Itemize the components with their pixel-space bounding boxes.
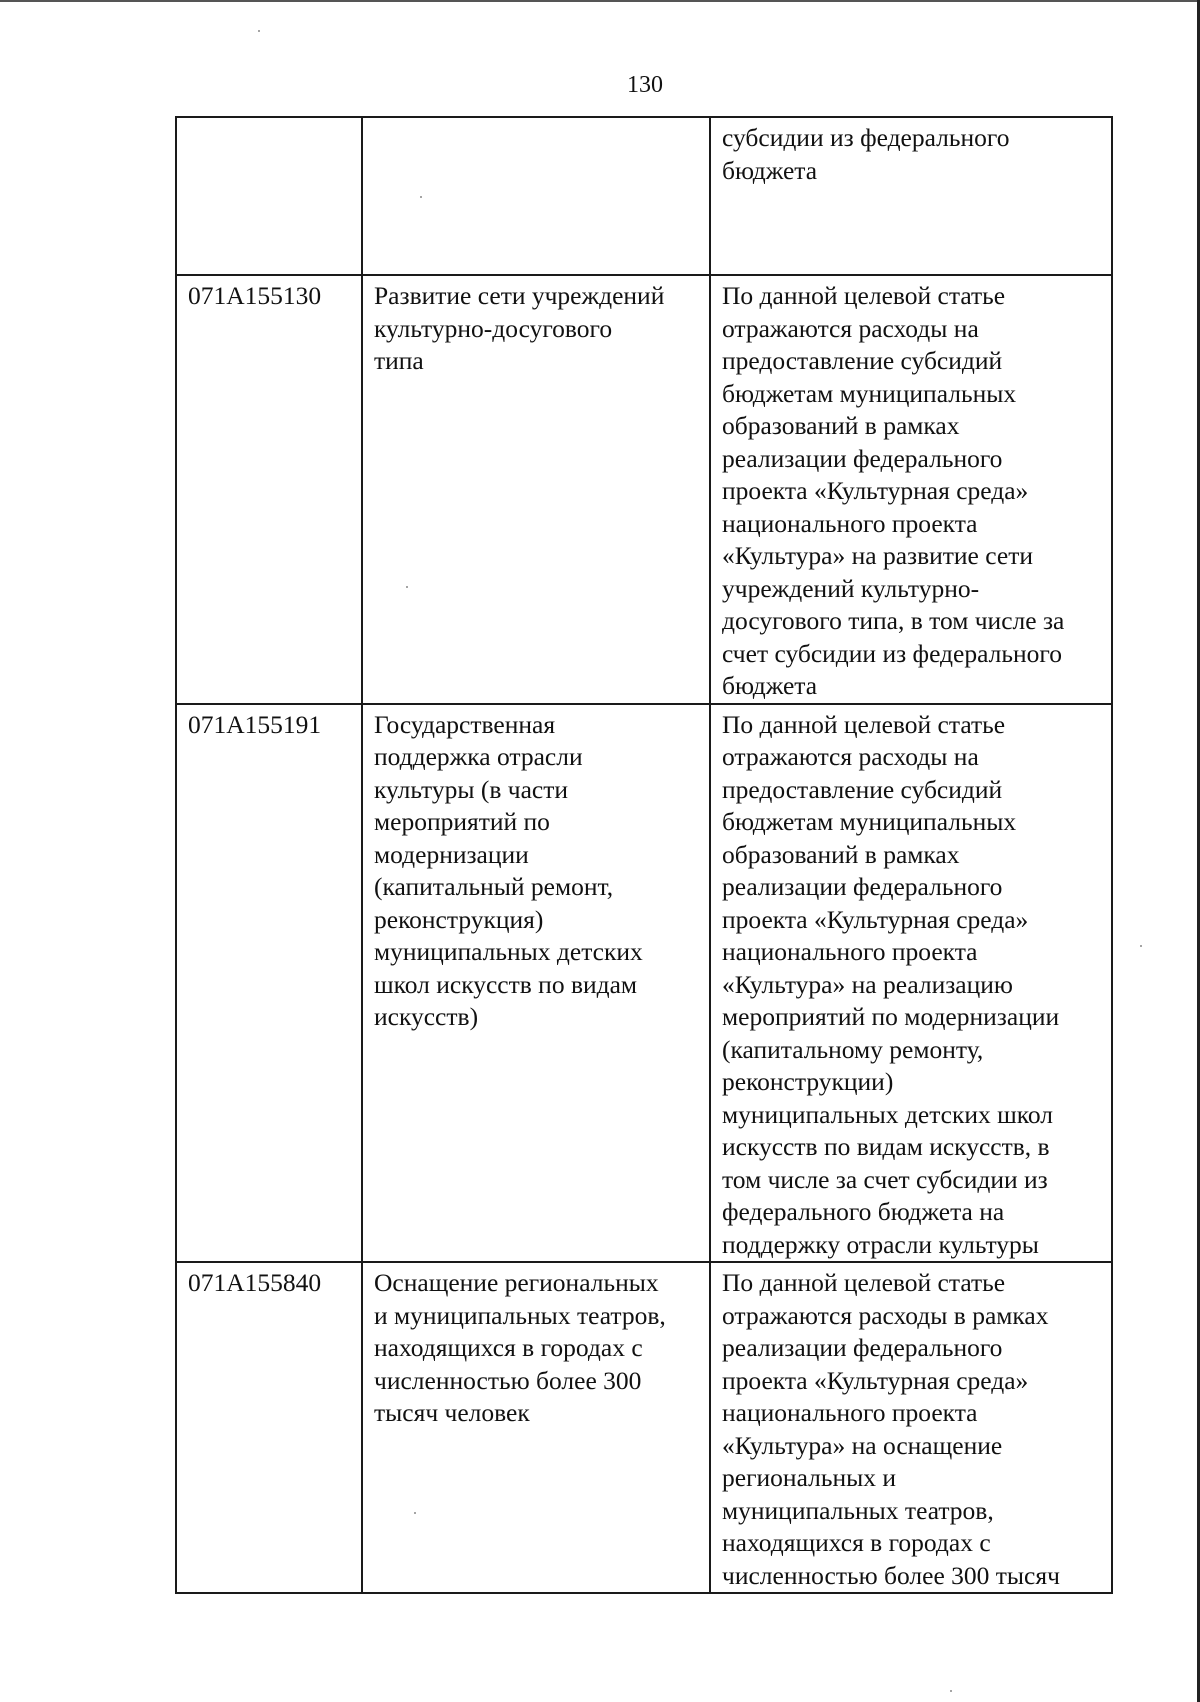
description-cell: субсидии из федерального бюджета — [710, 117, 1112, 275]
target-name-cell — [362, 117, 710, 275]
target-code-cell: 071A155191 — [176, 704, 362, 1263]
description-cell: По данной целевой статье отражаются расходы на предоставление субсидий бюджетам муниципальных образований в рамках реализации федерального проекта «Культурная среда» национального проекта «Культура» на развитие сети учреждений культурно- досугового типа, в том числе за счет субсидии из федерального бюджета — [710, 275, 1112, 704]
target-name-cell: Государственная поддержка отрасли культуры (в части мероприятий по модернизации (капитальный ремонт, реконструкция) муниципальных детских школ искусств по видам искусств) — [362, 704, 710, 1263]
description-cell: По данной целевой статье отражаются расходы на предоставление субсидий бюджетам муниципальных образований в рамках реализации федерального проекта «Культурная среда» национального проекта «Культура» на реализацию мероприятий по модернизации (капитальному ремонту, реконструкции) муниципальных детских школ искусств по видам искусств, в том числе за счет субсидии из федерального бюджета на поддержку отрасли культуры — [710, 704, 1112, 1263]
target-name-cell: Развитие сети учреждений культурно-досугового типа — [362, 275, 710, 704]
target-code-cell: 071A155130 — [176, 275, 362, 704]
scan-speck — [950, 1690, 952, 1692]
scan-speck — [420, 196, 422, 198]
target-code-cell — [176, 117, 362, 275]
table-row — [176, 117, 1112, 275]
scan-speck — [406, 586, 408, 588]
scan-speck — [258, 30, 260, 32]
scan-edge-top — [0, 0, 1200, 2]
scan-speck — [414, 1512, 416, 1514]
description-cell: По данной целевой статье отражаются расходы в рамках реализации федерального проекта «Культурная среда» национального проекта «Культура» на оснащение региональных и муниципальных театров, находящихся в городах с численностью более 300 тысяч — [710, 1262, 1112, 1593]
target-code-cell: 071A155840 — [176, 1262, 362, 1593]
table-row — [176, 1262, 1112, 1593]
page-number: 130 — [627, 72, 663, 98]
scan-speck — [1140, 945, 1142, 947]
target-name-cell: Оснащение региональных и муниципальных театров, находящихся в городах с численностью более 300 тысяч человек — [362, 1262, 710, 1593]
table-row — [176, 704, 1112, 1263]
budget-classification-table — [175, 116, 1113, 1594]
table-row — [176, 275, 1112, 704]
